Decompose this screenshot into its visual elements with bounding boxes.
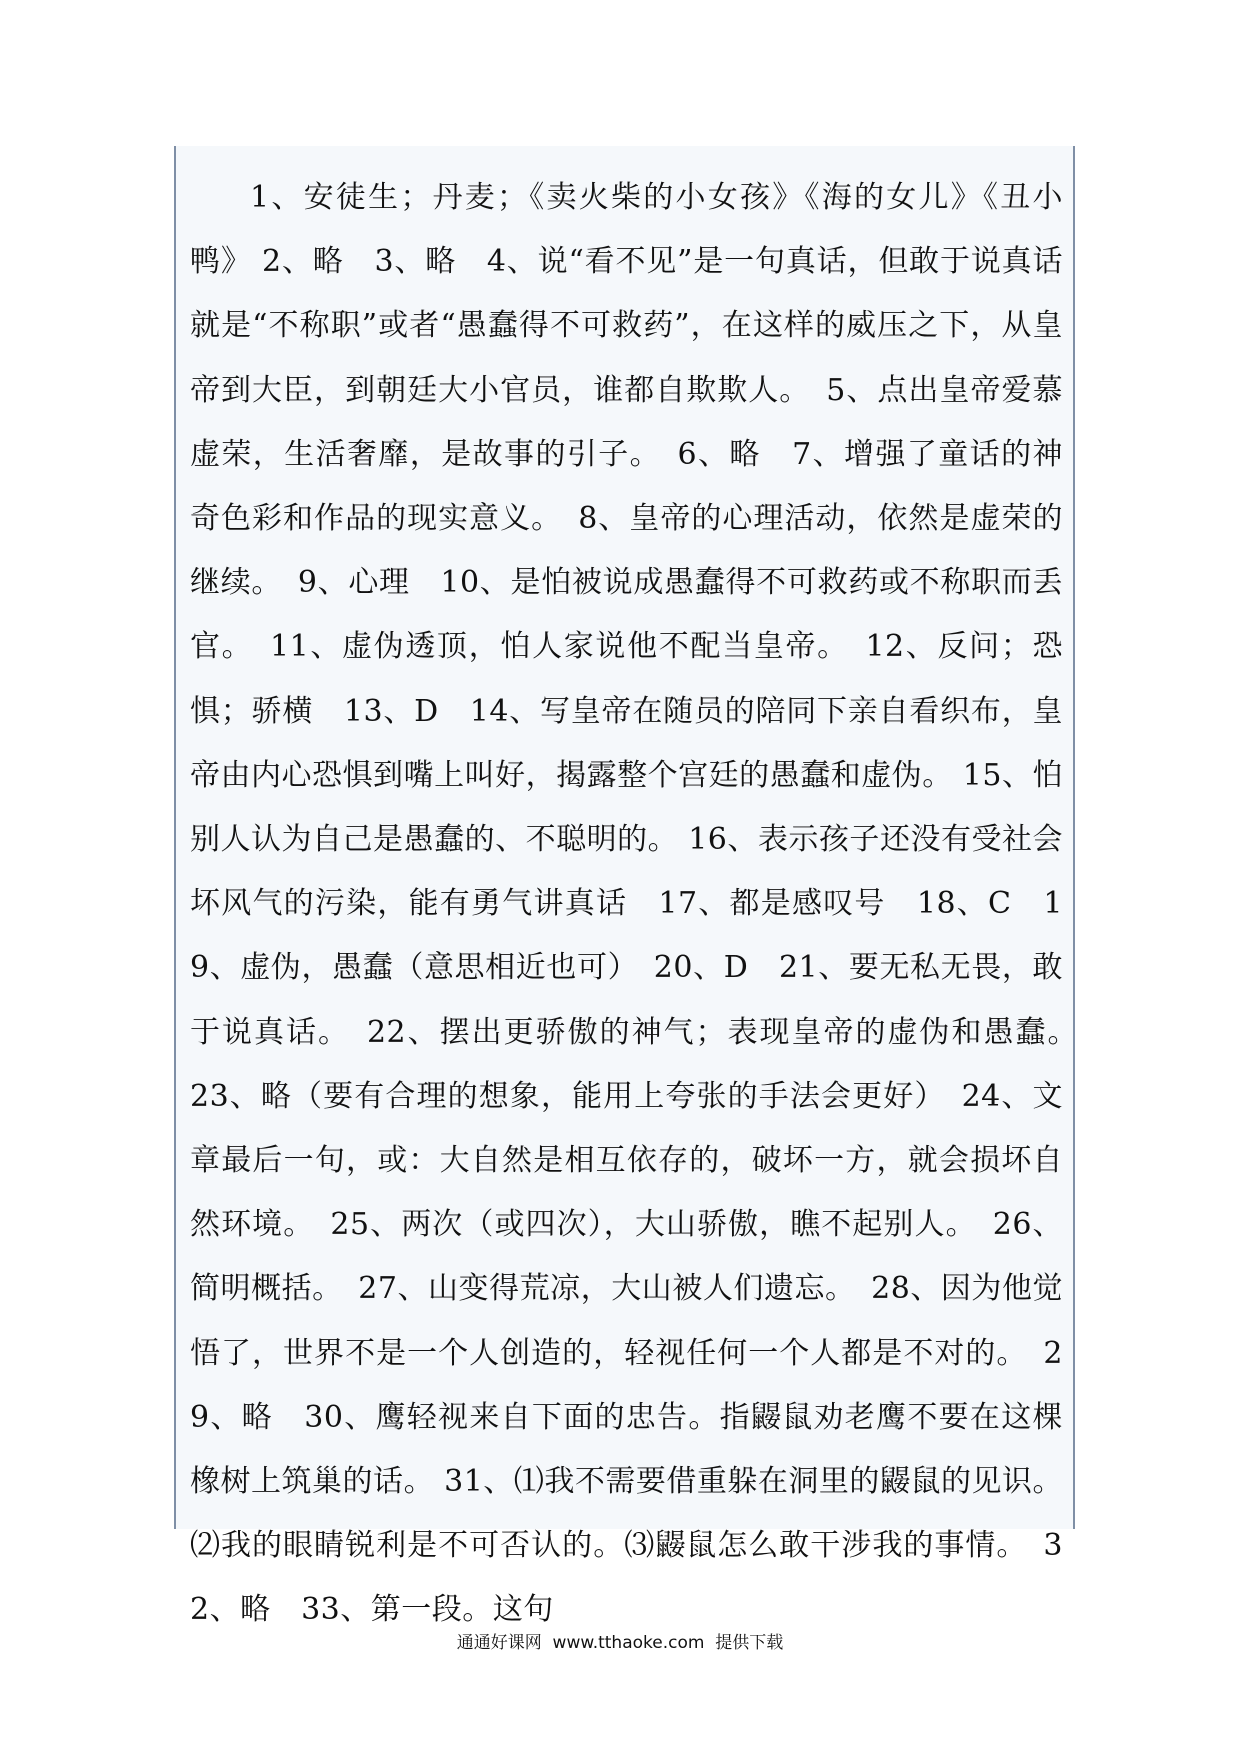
answers-paragraph: 1、安徒生；丹麦；《卖火柴的小女孩》《海的女儿》《丑小鸭》 2、略 3、略 4、说“看不见”是一句真话，但敢于说真话就是“不称职”或者“愚蠢得不可救药”，在这样的威压之下，从皇帝到大臣，到朝廷大小官员，谁都自欺欺人。 5、点出皇帝爱慕虚荣，生活奢靡，是故事的引子。 6、略 7、增强了童话的神奇色彩和作品的现实意义。 8、皇帝的心理活动，依然是虚荣的继续。 9、心理 10、是怕被说成愚蠢得不可救药或不称职而丢官。 11、虚伪透顶，怕人家说他不配当皇帝。 12、反问；恐惧；骄横 13、D 14、写皇帝在随员的陪同下亲自看织布，皇帝由内心恐惧到嘴上叫好，揭露整个宫廷的愚蠢和虚伪。 15、怕别人认为自己是愚蠢的、不聪明的。 16、表示孩子还没有受社会坏风气的污染，能有勇气讲真话 17、都是感叹号 18、C 19、虚伪，愚蠢（意思相近也可） 20、D 21、要无私无畏，敢于说真话。 22、摆出更骄傲的神气；表现皇帝的虚伪和愚蠢。 23、略（要有合理的想象，能用上夸张的手法会更好） 24、文章最后一句，或：大自然是相互依存的，破坏一方，就会损坏自然环境。 25、两次（或四次），大山骄傲，瞧不起别人。 26、简明概括。 27、山变得荒凉，大山被人们遗忘。 28、因为他觉悟了，世界不是一个人创造的，轻视任何一个人都是不对的。 29、略 30、鹰轻视来自下面的忠告。指鼹鼠劝老鹰不要在这棵橡树上筑巢的话。 31、⑴我不需要借重躲在洞里的鼹鼠的见识。⑵我的眼睛锐利是不可否认的。⑶鼹鼠怎么敢干涉我的事情。 32、略 33、第一段。这句	[190, 180, 1094, 1628]
footer-download-note: 通通好课网 www.tthaoke.com 提供下载	[456, 1633, 784, 1653]
answer-text-frame	[174, 146, 1094, 1628]
